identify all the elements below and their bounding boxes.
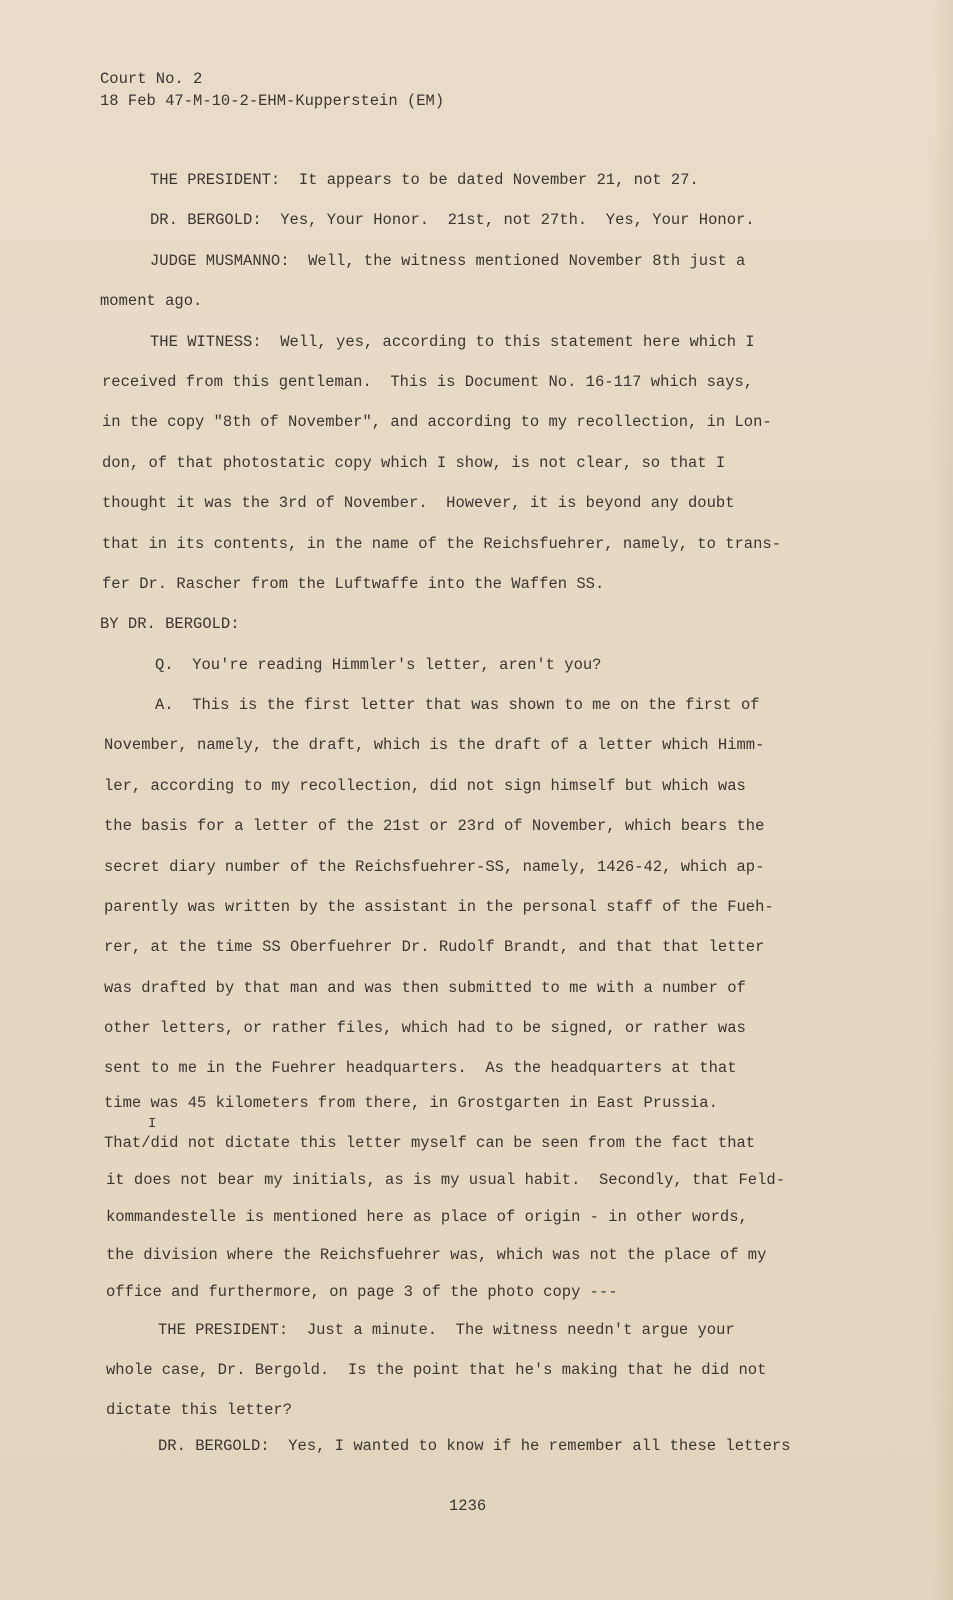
transcript-line: THE PRESIDENT: Just a minute. The witness needn't argue your: [158, 1321, 735, 1339]
transcript-line: that in its contents, in the name of the Reichsfuehrer, namely, to trans-: [102, 535, 782, 553]
transcript-line: dictate this letter?: [106, 1401, 293, 1419]
transcript-line: don, of that photostatic copy which I show, is not clear, so that I: [102, 454, 726, 472]
transcript-line: BY DR. BERGOLD:: [100, 615, 240, 633]
transcript-line: sent to me in the Fuehrer headquarters. As the headquarters at that: [104, 1059, 737, 1077]
transcript-line: THE WITNESS: Well, yes, according to this statement here which I: [150, 333, 755, 351]
transcript-line: secret diary number of the Reichsfuehrer-SS, namely, 1426-42, which ap-: [104, 858, 765, 876]
transcript-line: it does not bear my initials, as is my usual habit. Secondly, that Feld-: [106, 1171, 786, 1189]
transcript-line: ler, according to my recollection, did not sign himself but which was: [104, 777, 746, 795]
transcript-line: DR. BERGOLD: Yes, Your Honor. 21st, not 27th. Yes, Your Honor.: [150, 211, 755, 229]
page-edge-shadow: [931, 0, 953, 1600]
transcript-line: THE PRESIDENT: It appears to be dated November 21, not 27.: [150, 171, 699, 189]
transcript-line: was drafted by that man and was then submitted to me with a number of: [104, 979, 746, 997]
transcript-line: the division where the Reichsfuehrer was, which was not the place of my: [106, 1246, 767, 1264]
transcript-line: parently was written by the assistant in the personal staff of the Fueh-: [104, 898, 774, 916]
transcript-line: DR. BERGOLD: Yes, I wanted to know if he remember all these letters: [158, 1437, 791, 1455]
transcript-line: the basis for a letter of the 21st or 23rd of November, which bears the: [104, 817, 765, 835]
transcript-line: fer Dr. Rascher from the Luftwaffe into the Waffen SS.: [102, 575, 605, 593]
transcript-line: JUDGE MUSMANNO: Well, the witness mentioned November 8th just a: [150, 252, 746, 270]
transcript-line: other letters, or rather files, which had to be signed, or rather was: [104, 1019, 746, 1037]
transcript-line: in the copy "8th of November", and according to my recollection, in Lon-: [102, 413, 772, 431]
transcript-line: thought it was the 3rd of November. However, it is beyond any doubt: [102, 494, 735, 512]
transcript-line: rer, at the time SS Oberfuehrer Dr. Rudolf Brandt, and that that letter: [104, 938, 765, 956]
transcript-line: Q. You're reading Himmler's letter, aren't you?: [155, 656, 602, 674]
court-number: Court No. 2: [100, 70, 203, 88]
session-reference: 18 Feb 47-M-10-2-EHM-Kupperstein (EM): [100, 92, 445, 110]
transcript-line: whole case, Dr. Bergold. Is the point that he's making that he did not: [106, 1361, 767, 1379]
transcript-line: time was 45 kilometers from there, in Grostgarten in East Prussia.: [104, 1094, 718, 1112]
transcript-line: moment ago.: [100, 292, 203, 310]
document-header: [100, 68, 444, 112]
transcript-line: office and furthermore, on page 3 of the photo copy ---: [106, 1283, 618, 1301]
transcript-line: A. This is the first letter that was shown to me on the first of: [155, 696, 760, 714]
handwritten-insertion-mark: I: [148, 1116, 157, 1132]
transcript-line: received from this gentleman. This is Document No. 16-117 which says,: [102, 373, 754, 391]
transcript-line: November, namely, the draft, which is the draft of a letter which Himm-: [104, 736, 765, 754]
page-number: 1236: [449, 1497, 487, 1515]
transcript-line: kommandestelle is mentioned here as place of origin - in other words,: [106, 1208, 748, 1226]
transcript-line: That/did not dictate this letter myself can be seen from the fact that: [104, 1134, 756, 1152]
